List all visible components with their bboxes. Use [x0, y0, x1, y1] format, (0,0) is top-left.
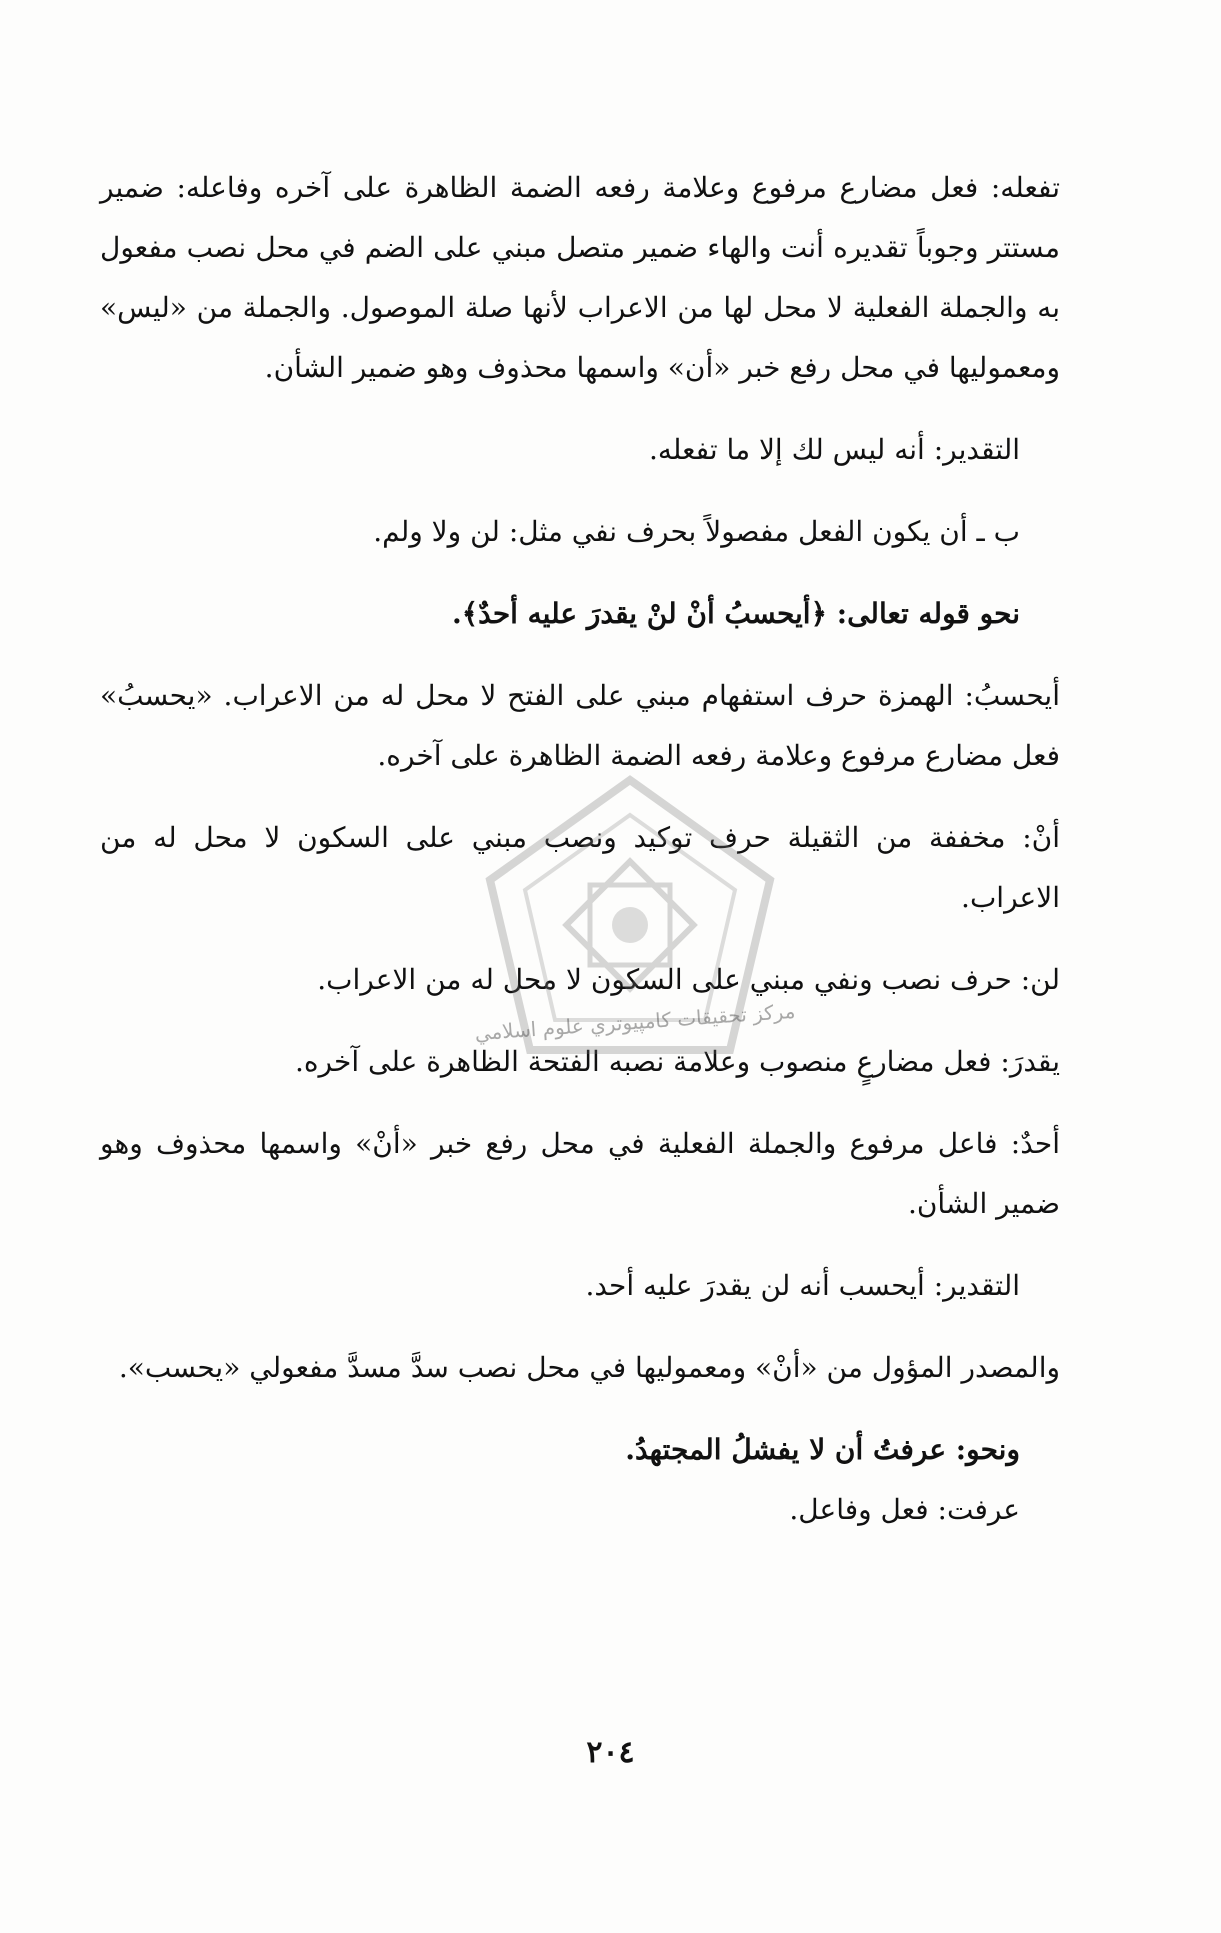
paragraph-section-b: ب ـ أن يكون الفعل مفصولاً بحرف نفي مثل: لن ولا ولم. [373, 515, 1020, 548]
paragraph-quran-example: نحو قوله تعالى: ﴿أيحسبُ أنْ لنْ يقدرَ عليه أحدٌ﴾. [451, 597, 1020, 630]
paragraph-taqdir-1: التقدير: أنه ليس لك إلا ما تفعله. [648, 433, 1020, 466]
paragraph-arafat-parse: عرفت: فعل وفاعل. [789, 1493, 1020, 1526]
page-number: ٢٠٤ [586, 1735, 635, 1770]
paragraph-masdar: والمصدر المؤول من «أنْ» ومعموليها في محل نصب سدَّ مسدَّ مفعولي «يحسب». [118, 1351, 1060, 1384]
paragraph-lan: لن: حرف نصب ونفي مبني على السكون لا محل له من الاعراب. [317, 963, 1060, 996]
paragraph-example-arafat: ونحو: عرفتُ أن لا يفشلُ المجتهدُ. [625, 1433, 1020, 1466]
paragraph-ahadun: أحدٌ: فاعل مرفوع والجملة الفعلية في محل رفع خبر «أنْ» واسمها محذوف وهو ضمير الشأن. [100, 1127, 1060, 1220]
paragraph-taf3aluh: تفعله: فعل مضارع مرفوع وعلامة رفعه الضمة الظاهرة على آخره وفاعله: ضمير مستتر وجوباً تقديره أنت والهاء ضمير متصل مبني على الضم في محل نصب مفعول به والجملة الفعلية لا محل لها من الاعراب لأنها صلة الموصول. والجملة من «ليس» ومعموليها في محل رفع خبر «أن» واسمها محذوف وهو ضمير الشأن. [100, 171, 1060, 384]
paragraph-an: أنْ: مخففة من الثقيلة حرف توكيد ونصب مبني على السكون لا محل له من الاعراب. [100, 821, 1060, 914]
paragraph-taqdir-2: التقدير: أيحسب أنه لن يقدرَ عليه أحد. [585, 1269, 1020, 1302]
page-body [100, 158, 1060, 1540]
watermark-text: مركز تحقيقات كامپيوتري علوم اسلامي [473, 998, 797, 1046]
paragraph-yaqdira: يقدرَ: فعل مضارعٍ منصوب وعلامة نصبه الفتحة الظاهرة على آخره. [294, 1045, 1060, 1078]
paragraph-ayahsabu: أيحسبُ: الهمزة حرف استفهام مبني على الفتح لا محل له من الاعراب. «يحسبُ» فعل مضارع مرفوع وعلامة رفعه الضمة الظاهرة على آخره. [100, 679, 1060, 772]
